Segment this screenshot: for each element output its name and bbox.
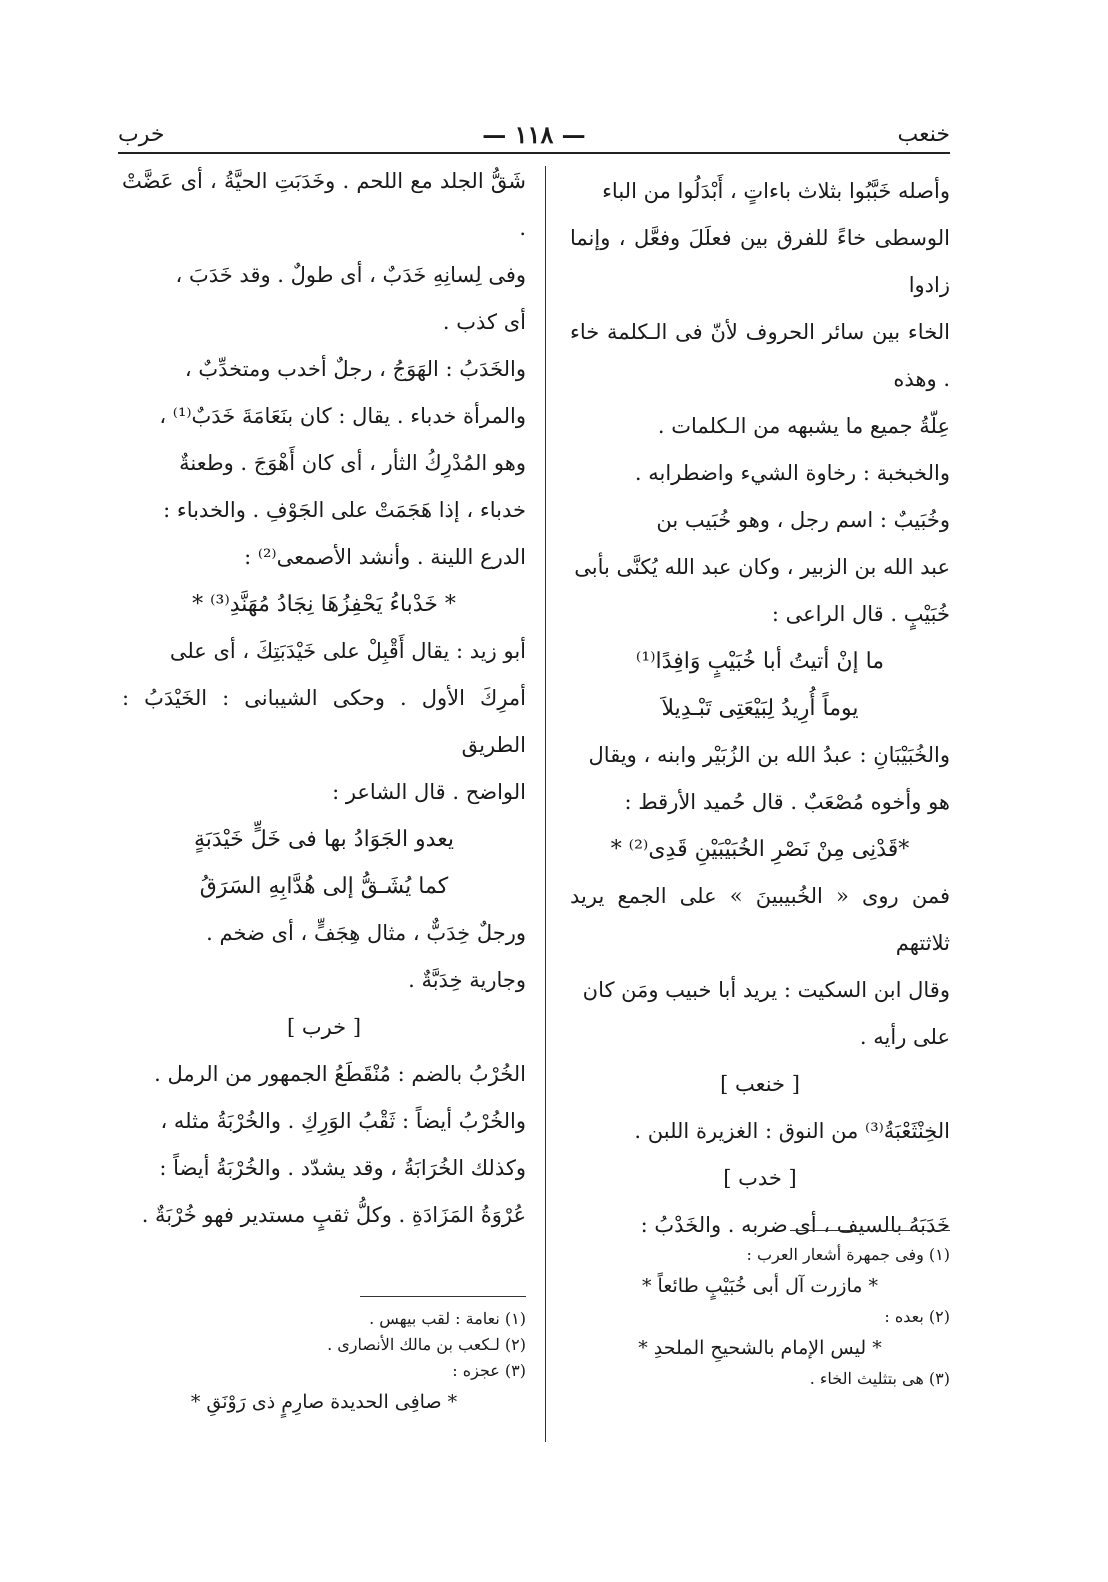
text-line: والخَدَبُ : الهَوَجُ ، رجلٌ أخدب ومتخدِّبٌ ، (184, 357, 526, 381)
text-line: على رأيه . (859, 1025, 950, 1049)
text-line: الخُرْبُ بالضم : مُنْقَطَعُ الجمهور من الرمل . (154, 1062, 526, 1086)
footnote-verse: * صافِى الحديدة صارِمٍ ذى رَوْنَقِ * (190, 1391, 458, 1413)
footnote: (٣) هى بتثليث الخاء . (809, 1369, 950, 1388)
text-line: شَقُّ الجلد مع اللحم . وخَدَبَتِ الحيَّةُ ، أى عَضَّتْ . (122, 169, 526, 240)
text-line: عبد الله بن الزبير ، وكان عبد الله يُكنَّى بأبى (574, 555, 950, 579)
text-line: خَدَبَهُ بالسيف ، أى ضربه . والخَدْبُ : (640, 1213, 950, 1237)
text-line: عِلّةُ جميع ما يشبهه من الـكلمات . (657, 414, 950, 438)
text-line: وأصله خَبَّبُوا بثلاث باءاتٍ ، أَبْدَلُوا من الباء (602, 179, 950, 203)
text-line: هو وأخوه مُصْعَبٌ . قال حُميد الأرقط : (624, 790, 950, 814)
footnote: (١) نعامة : لقب بيهس . (369, 1309, 526, 1328)
page-number: — ١١٨ — (482, 120, 586, 149)
verse-line: كما يُشَـقُّ إلى هُدَّابِهِ السَرَقُ (199, 874, 449, 899)
text-line: خُبَيْبٍ . قال الراعى : (771, 602, 950, 626)
text-line: أبو زيد : يقال أَقْبِلْ على خَيْدَبَتِكَ ، أى على (169, 639, 526, 663)
text-line: خدباء ، إذا هَجَمَتْ على الجَوْفِ . والخدباء : (163, 498, 526, 522)
text-line: وخُبَيبٌ : اسم رجل ، وهو خُبَيب بن (656, 508, 950, 532)
column-divider (545, 166, 546, 1442)
text-line: أى كذب . (442, 310, 526, 334)
text-line: وكذلك الخُرَابَةُ ، وقد يشدّد . والخُرْبَةُ أيضاً : (159, 1156, 526, 1180)
text-line: والخُبَيْبَانِ : عبدُ الله بن الزُبَيْر وابنه ، ويقال (588, 743, 950, 767)
text-line: الخاء بين سائر الحروف لأنّ فى الـكلمة خاء . وهذه (570, 320, 950, 391)
text-line: عُرْوَةُ المَزَادَةِ . وكلُّ ثقبٍ مستدير فهو خُرْبَةٌ . (141, 1203, 526, 1227)
text-line: الوسطى خاءً للفرق بين فعلَلَ وفعَّل ، وإنما زادوا (570, 226, 950, 297)
header-rule (118, 152, 950, 154)
verse-line: * خَدْباءُ يَحْفِزُهَا نِجَادُ مُهَنَّدِ⁽³⁾ * (192, 592, 456, 617)
footnote-verse: * مازرت آل أبى خُبَيْبٍ طائعاً * (642, 1275, 878, 1297)
text-line: أمرِكَ الأول . وحكى الشيبانى : الخَيْدَبُ : الطريق (122, 686, 526, 757)
footnote: (١) وفى جمهرة أشعار العرب : (746, 1245, 950, 1264)
text-line: والخُرْبُ أيضاً : ثَقْبُ الوَرِكِ . والخُرْبَةُ مثله ، (160, 1109, 526, 1133)
left-footnotes (122, 1306, 526, 1420)
text-line: الخِنْثَعْبَةُ⁽³⁾ من النوق : الغزيرة اللبن . (634, 1119, 950, 1143)
text-line: والمرأة خدباء . يقال : كان بنَعَامَةَ خَدَبٌ⁽¹⁾ ، (159, 404, 526, 428)
footnote: (٣) عجزه : (452, 1361, 526, 1380)
entry-heading: [ خنعب ] (720, 1072, 800, 1096)
footnote: (٢) لـكعب بن مالك الأنصارى . (327, 1335, 526, 1354)
entry-heading: [ خرب ] (286, 1015, 362, 1039)
text-line: وقال ابن السكيت : يريد أبا خبيب ومَن كان (582, 978, 950, 1002)
right-footnotes (570, 1242, 950, 1392)
text-line: وهو المُدْرِكُ الثأر ، أى كان أَهْوَجَ . وطعنةٌ (179, 451, 526, 475)
header-left-word: خرب (118, 122, 165, 147)
text-line: وفى لِسانِهِ خَدَبٌ ، أى طولٌ . وقد خَدَبَ ، (175, 263, 526, 287)
footnote: (٢) بعده : (884, 1307, 950, 1326)
right-column (570, 168, 950, 1249)
verse-line: يوماً أُرِيدُ لِبَيْعَتِى تَبْـدِيلاَ (661, 696, 859, 721)
left-column (122, 158, 526, 1239)
footnote-rule (360, 1296, 526, 1297)
text-line: والخبخبة : رخاوة الشيء واضطرابه . (634, 461, 950, 485)
entry-heading: [ خدب ] (723, 1166, 797, 1190)
text-line: الدرع اللينة . وأنشد الأصمعى⁽²⁾ : (244, 545, 526, 569)
header-right-word: خنعب (897, 122, 950, 147)
verse-line: *قَدْنِى مِنْ نَصْرِ الخُبَيْبَيْنِ قَدِى⁽²⁾ * (610, 837, 910, 862)
text-line: الواضح . قال الشاعر : (332, 780, 526, 804)
footnote-rule (790, 1230, 950, 1231)
text-line: فمن روى « الخُبيبينَ » على الجمع يريد ثلاثتهم (570, 884, 950, 955)
text-line: وجارية خِدَبَّةٌ . (408, 968, 526, 992)
verse-line: يعدو الجَوَادُ بها فى خَلٍّ خَيْدَبَةٍ (194, 827, 454, 852)
footnote-verse: * ليس الإمام بالشحيحِ الملحدِ * (638, 1337, 882, 1359)
verse-line: ما إنْ أتيتُ أبا خُبَيْبٍ وَافِدًا⁽¹⁾ (635, 649, 885, 674)
text-line: ورجلٌ خِدَبٌّ ، مثال هِجَفٍّ ، أى ضخم . (206, 921, 526, 945)
